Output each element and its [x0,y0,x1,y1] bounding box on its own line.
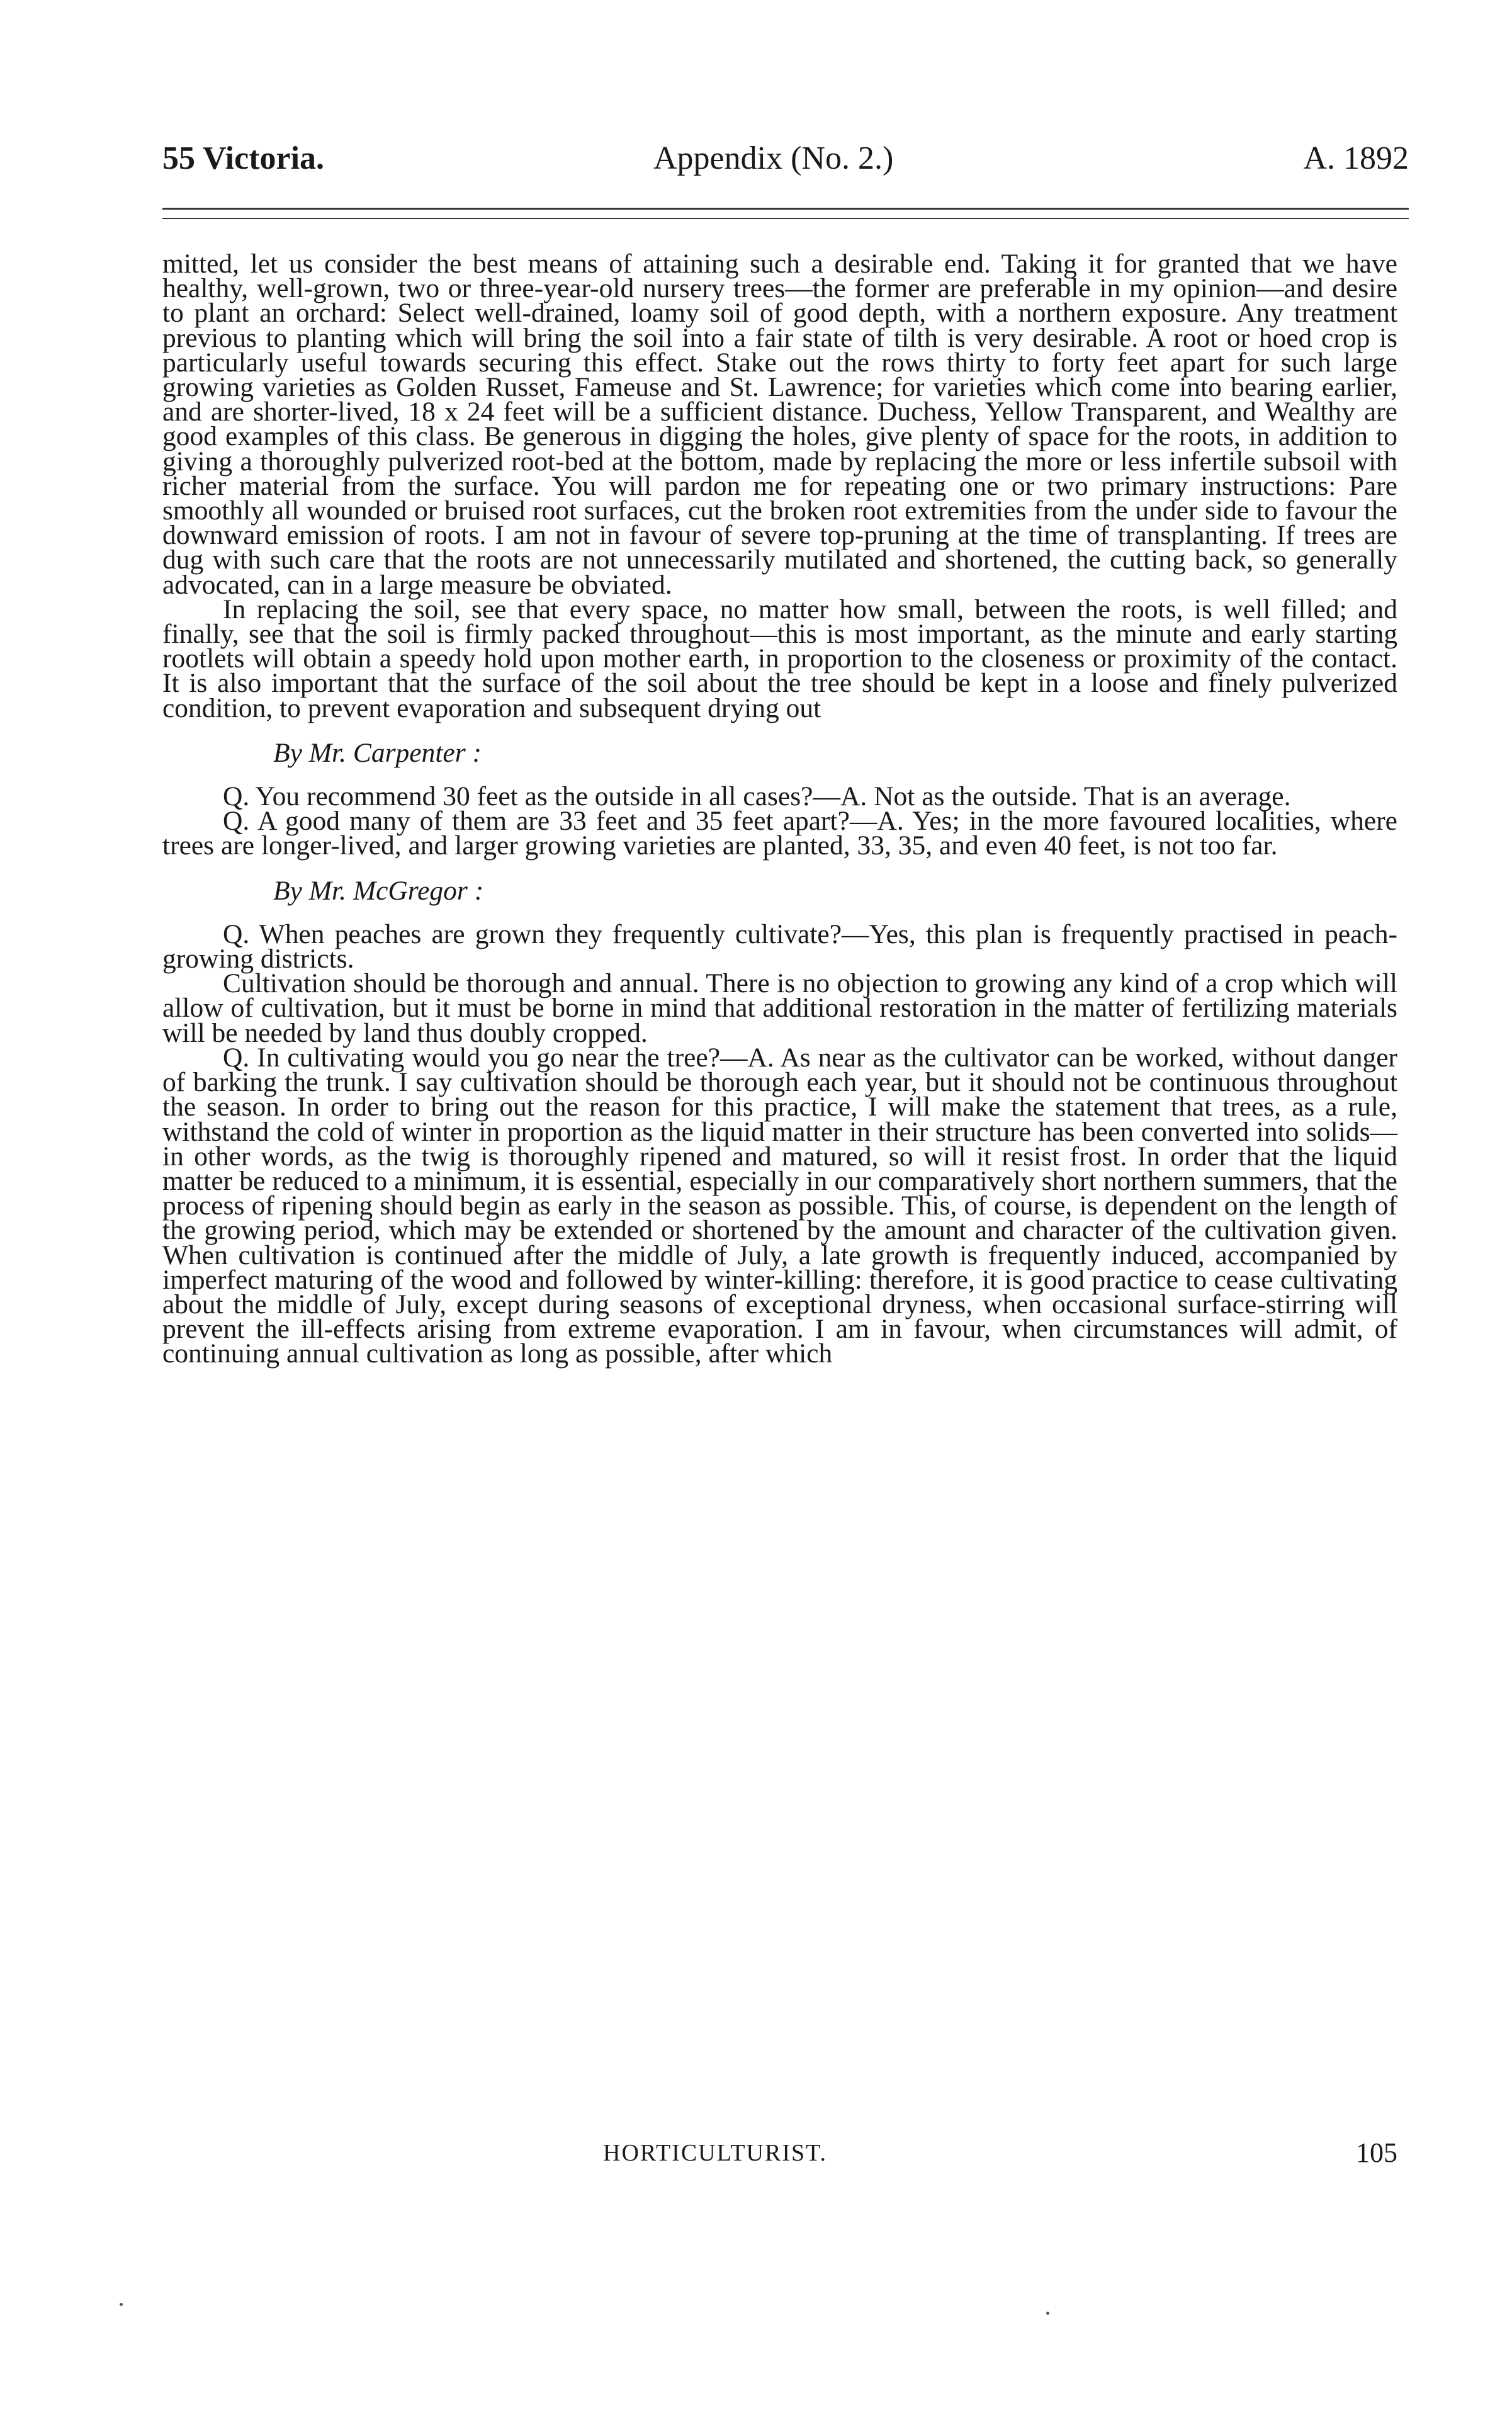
header-appendix: Appendix (No. 2.) [653,140,894,176]
footer-runner: HORTICULTURIST. [603,2140,828,2166]
header-rule-thick [162,208,1409,210]
body-paragraph: In replacing the soil, see that every space, no matter how small, between the roots, is well filled; and finally, see that the soil is firmly packed throughout—this is most important, as the minute and early starting rootlets will obtain a speedy hold upon mother earth, in proportion to the closeness or proximity of the contact. It is also important that the surface of the soil about the tree should be kept in a loose and finely pulverized condition, to prevent evaporation and subsequent drying out [162,594,1397,723]
scan-speck [1046,2312,1049,2315]
page-footer [162,2139,1397,2171]
header-year: A. 1892 [1303,140,1409,176]
speaker-heading: By Mr. Carpenter : [273,737,482,768]
body-paragraph: Cultivation should be thorough and annual. There is no objection to growing any kind of a crop which will allow of cultivation, but it must be borne in mind that additional restoration in the matter of fertilizing materials will be needed by land thus doubly cropped. [162,968,1397,1048]
body-paragraph: Q. In cultivating would you go near the tree?—A. As near as the cultivator can be worked, without danger of barking the trunk. I say cultivation should be thorough each year, but it should not be continuous throughout the season. In order to bring out the reason for this practice, I will make the statement that trees, as a rule, withstand the cold of winter in proportion as the liquid matter in their structure has been converted into solids—in other words, as the twig is thoroughly ripened and matured, so will it resist frost. In order that the liquid matter be reduced to a minimum, it is essential, especially in our comparatively short northern summers, that the process of ripening should begin as early in the season as possible. This, of course, is dependent on the length of the growing period, which may be extended or shortened by the amount and character of the cultivation given. When cultivation is continued after the middle of July, a late growth is frequently induced, accompanied by imperfect maturing of the wood and followed by winter-killing: therefore, it is good practice to cease cultivating about the middle of July, except during seasons of exceptional dryness, when occasional surface-stirring will prevent the ill-effects arising from extreme evaporation. I am in favour, when circumstances will admit, of continuing annual cultivation as long as possible, after which [162,1042,1397,1369]
page-number: 105 [1356,2137,1397,2168]
speaker-heading: By Mr. McGregor : [273,875,484,906]
body-paragraph: Q. When peaches are grown they frequently cultivate?—Yes, this plan is frequently practised in peach-growing districts. [162,918,1397,975]
body-paragraph: Q. You recommend 30 feet as the outside in all cases?—A. Not as the outside. That is an average. [223,781,1291,812]
body-paragraph: mitted, let us consider the best means of attaining such a desirable end. Taking it for granted that we have healthy, well-grown, two or three-year-old nursery trees—the former are preferable in my opinion—and desire to plant an orchard: Select well-drained, loamy soil of good depth, with a northern exposure. Any treatment previous to planting which will bring the soil into a fair state of tilth is very desirable. A root or hoed crop is particularly useful towards securing this effect. Stake out the rows thirty to forty feet apart for such large growing varieties as Golden Russet, Fameuse and St. Lawrence; for varieties which come into bearing earlier, and are shorter-lived, 18 x 24 feet will be a sufficient distance. Duchess, Yellow Transparent, and Wealthy are good examples of this class. Be generous in digging the holes, give plenty of space for the roots, in addition to giving a thoroughly pulverized root-bed at the bottom, made by replacing the more or less infertile subsoil with richer material from the surface. You will pardon me for repeating one or two primary instructions: Pare smoothly all wounded or bruised root surfaces, cut the broken root extremities from the under side to favour the downward emission of roots. I am not in favour of severe top-pruning at the time of transplanting. If trees are dug with such care that the roots are not unnecessarily mutilated and shortened, the cutting back, so generally advocated, can in a large measure be obviated. [162,249,1397,600]
header-session: 55 Victoria. [162,140,325,176]
scan-speck [120,2303,123,2306]
body-paragraph: Q. A good many of them are 33 feet and 35 feet apart?—A. Yes; in the more favoured localities, where trees are longer-lived, and larger growing varieties are planted, 33, 35, and even 40 feet, is not too far. [162,806,1397,861]
page-header [162,140,1409,190]
header-rule-thin [162,218,1409,219]
page-body [162,249,1397,1369]
